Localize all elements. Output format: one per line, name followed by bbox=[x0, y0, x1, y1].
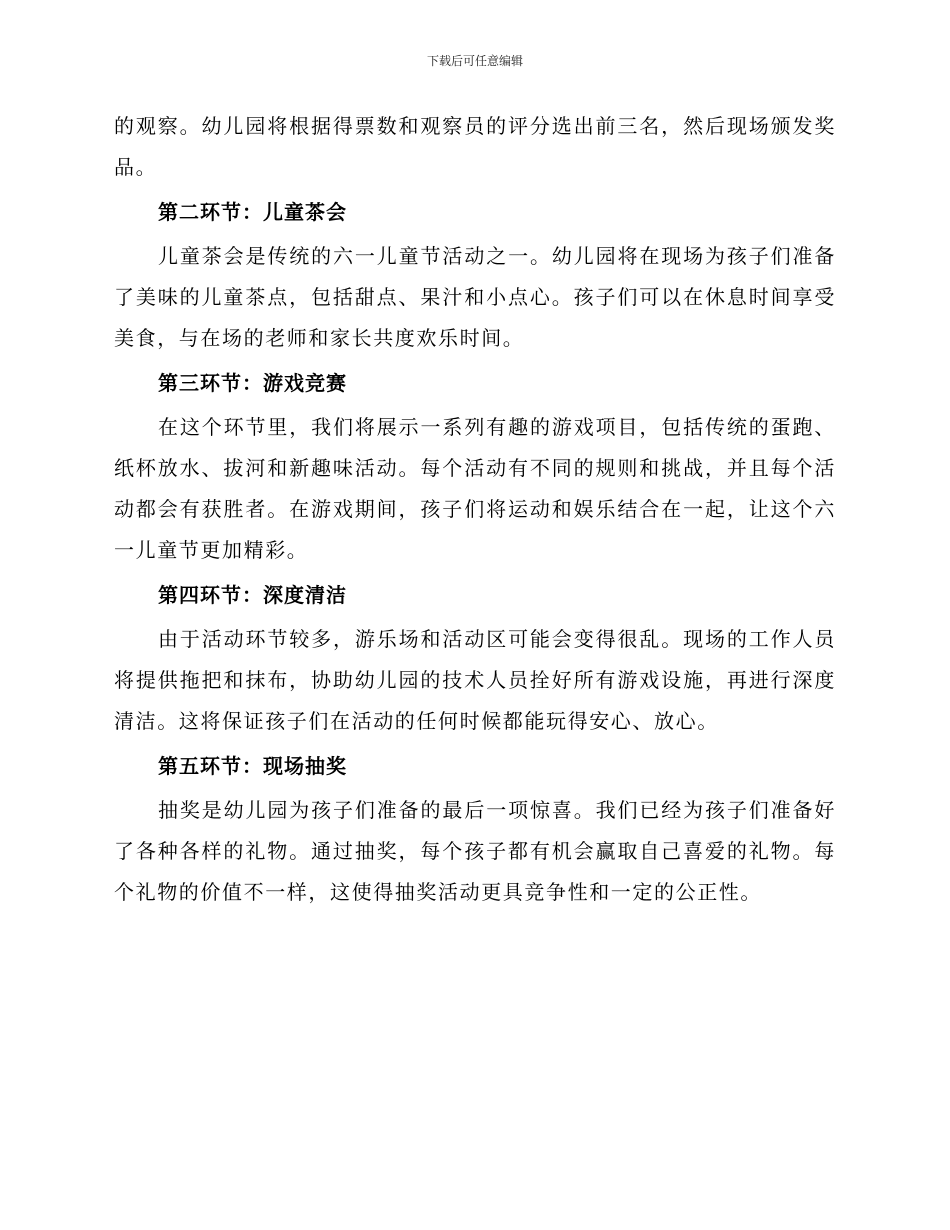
paragraph-lottery: 抽奖是幼儿园为孩子们准备的最后一项惊喜。我们已经为孩子们准备好了各种各样的礼物。通过抽奖，每个孩子都有机会赢取自己喜爱的礼物。每个礼物的价值不一样，这使得抽奖活动更具竞争性和一定的公正性。 bbox=[114, 798, 836, 904]
paragraph-deep-cleaning: 由于活动环节较多，游乐场和活动区可能会变得很乱。现场的工作人员将提供拖把和抹布，协助幼儿园的技术人员拴好所有游戏设施，再进行深度清洁。这将保证孩子们在活动的任何时候都能玩得安心、放心。 bbox=[114, 627, 836, 733]
paragraph-continuation: 的观察。幼儿园将根据得票数和观察员的评分选出前三名，然后现场颁发奖品。 bbox=[114, 114, 836, 179]
section-heading-tea-party: 第二环节：儿童茶会 bbox=[158, 200, 347, 224]
paragraph-game-contest: 在这个环节里，我们将展示一系列有趣的游戏项目，包括传统的蛋跑、纸杯放水、拔河和新趣味活动。每个活动有不同的规则和挑战，并且每个活动都会有获胜者。在游戏期间，孩子们将运动和娱乐结合在一起，让这个六一儿童节更加精彩。 bbox=[114, 415, 836, 562]
document-body bbox=[114, 106, 836, 913]
page-header: 下载后可任意编辑 bbox=[426, 54, 523, 68]
section-heading-deep-cleaning: 第四环节：深度清洁 bbox=[158, 583, 347, 607]
section-heading-game-contest: 第三环节：游戏竞赛 bbox=[158, 371, 347, 395]
section-heading-lottery: 第五环节：现场抽奖 bbox=[158, 754, 347, 778]
paragraph-tea-party: 儿童茶会是传统的六一儿童节活动之一。幼儿园将在现场为孩子们准备了美味的儿童茶点，包括甜点、果汁和小点心。孩子们可以在休息时间享受美食，与在场的老师和家长共度欢乐时间。 bbox=[114, 244, 836, 350]
